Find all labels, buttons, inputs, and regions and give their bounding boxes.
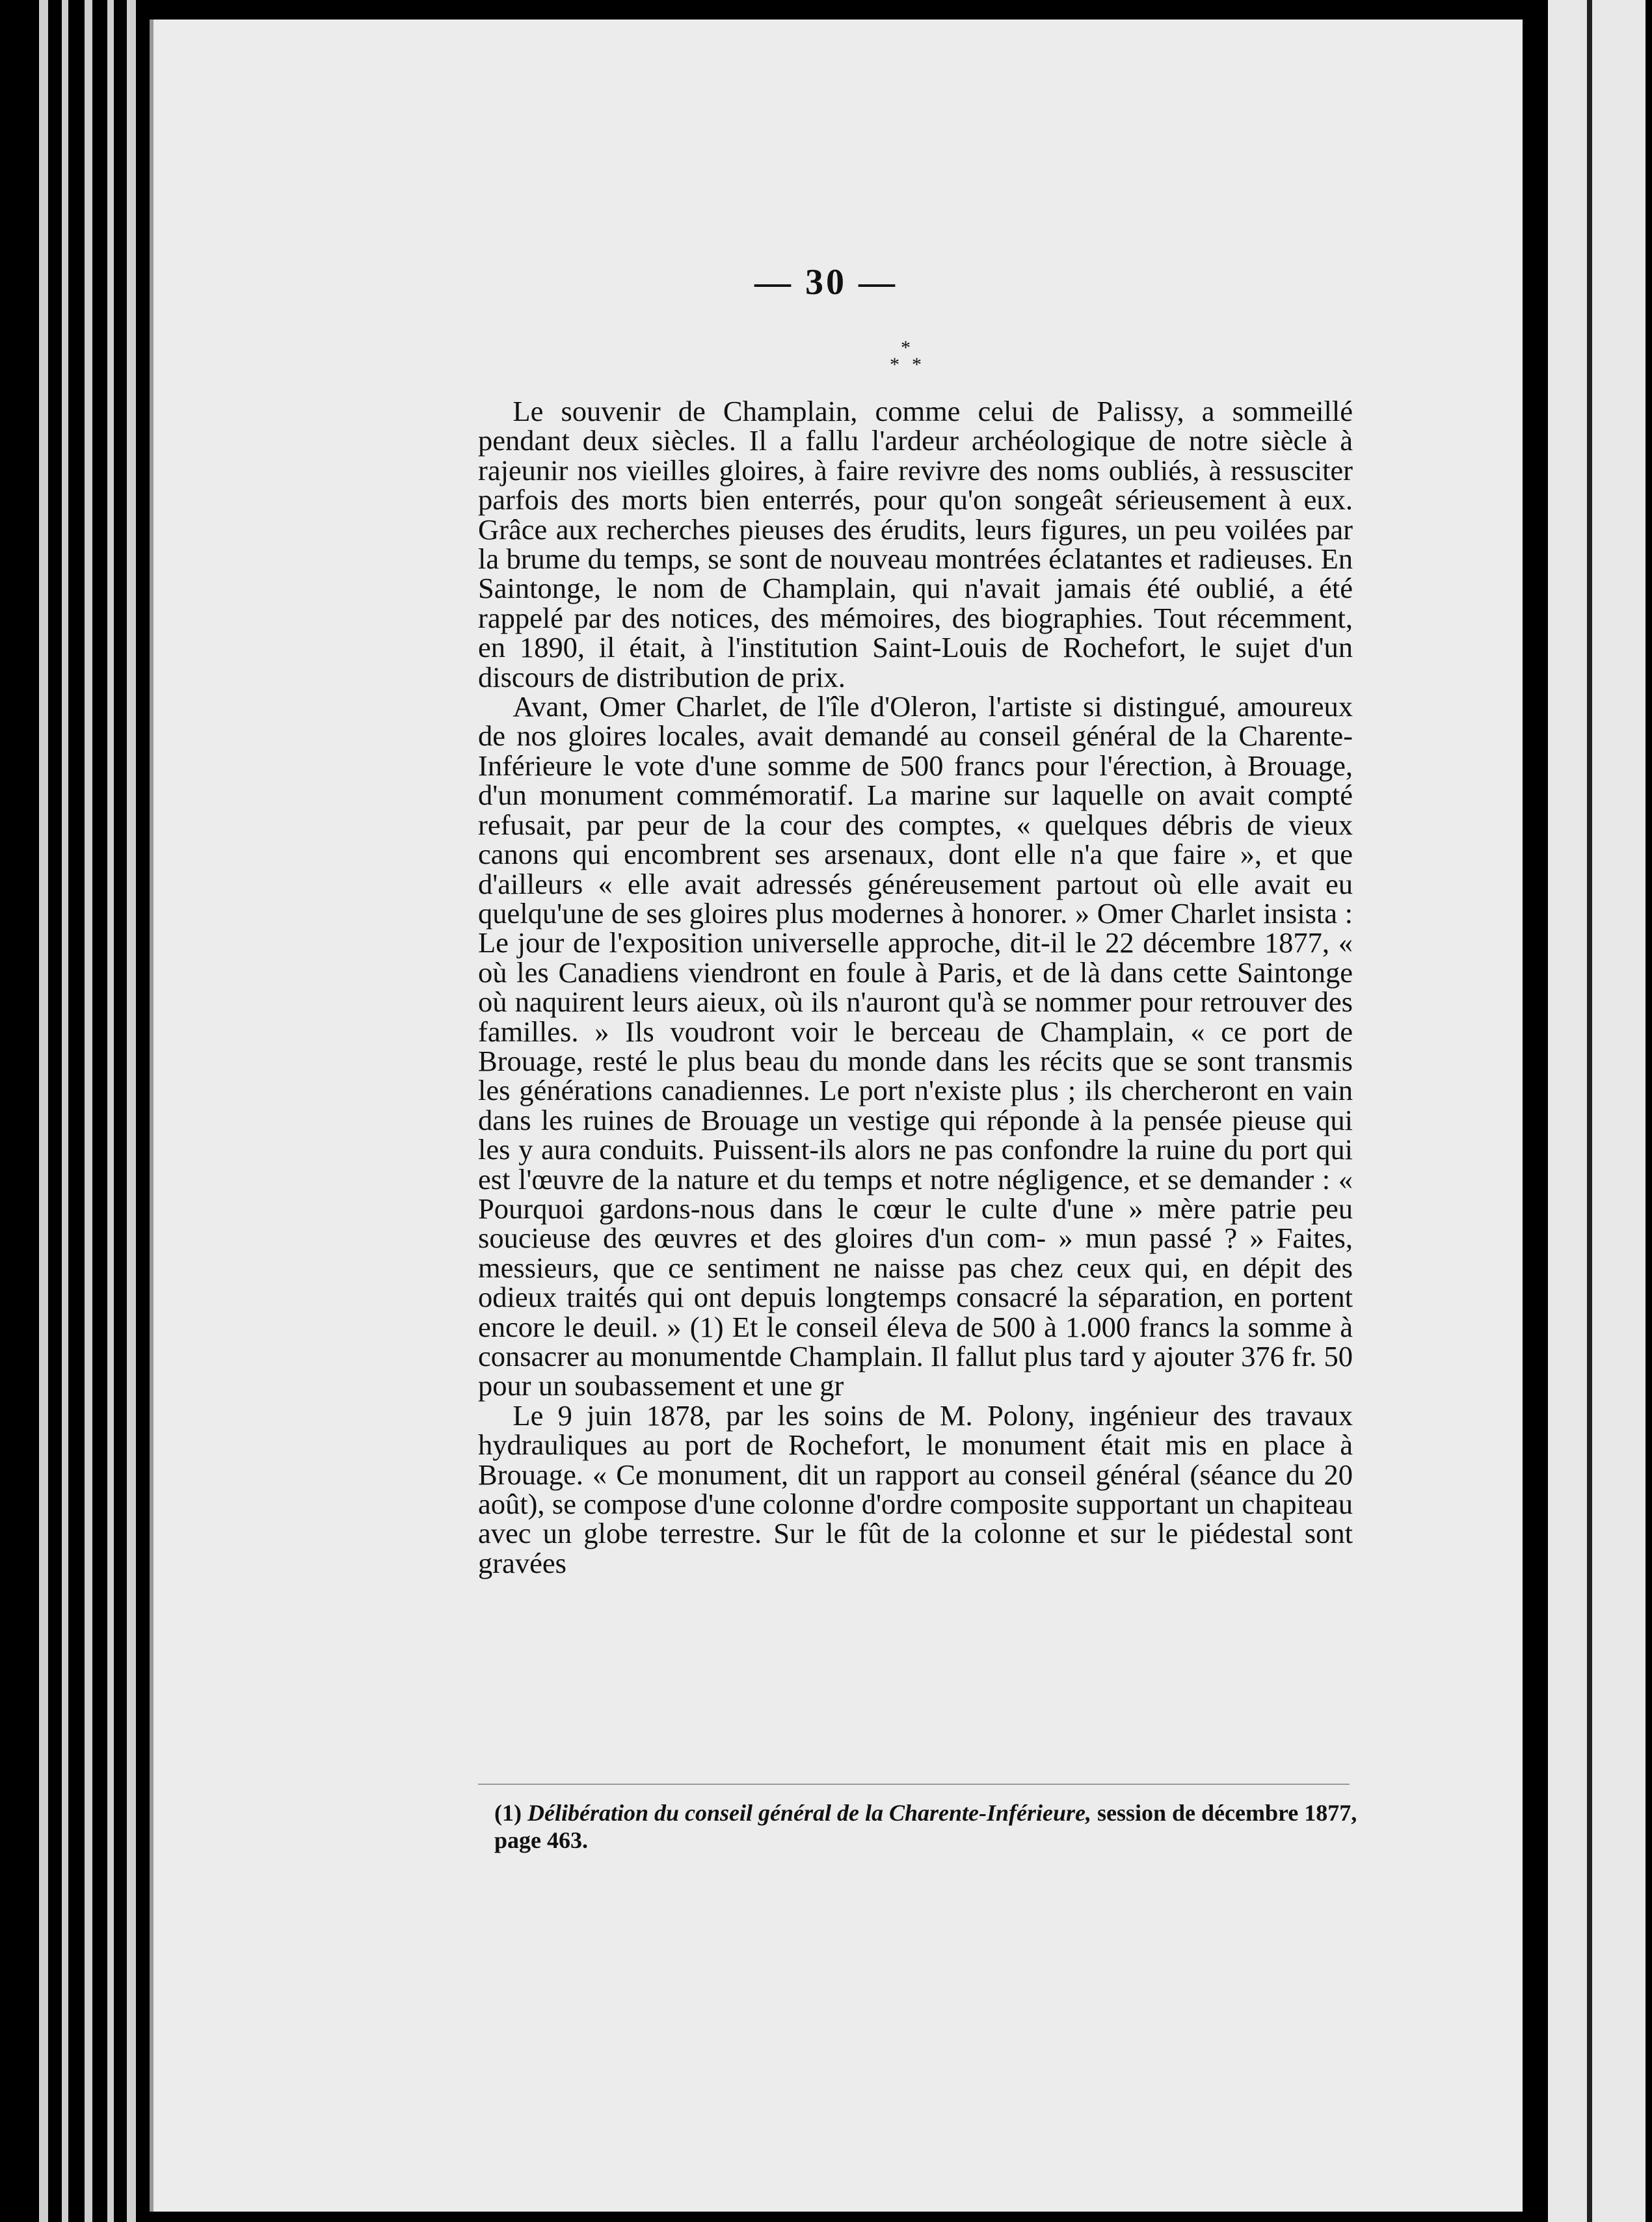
page-edge — [39, 0, 48, 2222]
paragraph-1: Le souvenir de Champlain, comme celui de Palissy, a sommeillé pendant deux siècles. Il a fallu l'ardeur archéologique de notre siècle à rajeunir nos vieilles gloires, à faire revivre des noms oubliés, à ressusciter parfois des morts bien enterrés, pour qu'on songeât sérieusement à eux. Grâce aux recherches pieuses des érudits, leurs figures, un peu voilées par la brume du temps, se sont de nouveau montrées éclatantes et radieuses. En Saintonge, le nom de Champlain, qui n'avait jamais été oublié, a été rappelé par des notices, des mémoires, des biographies. Tout récemment, en 1890, il était, à l'institution Saint-Louis de Rochefort, le sujet d'un discours de distribution de prix. — [478, 395, 1353, 693]
page-edge — [85, 0, 92, 2222]
page-number: — 30 — — [754, 262, 898, 302]
asterism-ornament: * * * — [890, 337, 922, 375]
page-edge — [107, 0, 114, 2222]
footnote-rest: session de décembre 1877, page 463. — [494, 1800, 1357, 1853]
footnote-marker: (1) — [494, 1800, 522, 1826]
page-edge — [127, 0, 136, 2222]
footnote-title: Délibération du conseil général de la Charente-Inférieure, — [527, 1800, 1091, 1826]
facing-page-edge — [1548, 0, 1645, 2222]
paragraph-3: Le 9 juin 1878, par les soins de M. Polony, ingénieur des travaux hydrauliques au port de Rochefort, le monument était mis en place à Brouage. « Ce monument, dit un rapport au conseil général (séance du 20 août), se compose d'une colonne d'ordre composite supportant un chapiteau avec un globe terrestre. Sur le fût de la colonne et sur le piédestal sont gravées — [478, 1399, 1353, 1579]
body-text — [478, 397, 1353, 1578]
page-edge — [62, 0, 68, 2222]
footnote-divider — [478, 1784, 1350, 1785]
gutter-line — [1587, 0, 1592, 2222]
paragraph-2: Avant, Omer Charlet, de l'île d'Oleron, l'artiste si distingué, amoureux de nos gloires locales, avait demandé au conseil général de la Charente-Inférieure le vote d'une somme de 500 francs pour l'érection, à Brouage, d'un monument commémoratif. La marine sur laquelle on avait compté refusait, par peur de la cour des comptes, « quelques débris de vieux canons qui encombrent ses arsenaux, dont elle n'a que faire », et que d'ailleurs « elle avait adressés généreusement partout où elle avait eu quelqu'une de ses gloires plus modernes à honorer. » Omer Charlet insista : Le jour de l'exposition universelle approche, dit-il le 22 décembre 1877, « où les Canadiens viendront en foule à Paris, et de là dans cette Saintonge où naquirent leurs aieux, où ils n'auront qu'à se nommer pour retrouver des familles. » Ils voudront voir le berceau de Champlain, « ce port de Brouage, resté le plus beau du monde dans les récits que se sont transmis les générations canadiennes. Le port n'existe plus ; ils chercheront en vain dans les ruines de Brouage un vestige qui réponde à la pensée pieuse qui les y aura conduits. Puissent-ils alors ne pas confondre la ruine du port qui est l'œuvre de la nature et du temps et notre négligence, et se demander : « Pourquoi gardons-nous dans le cœur le culte d'une » mère patrie peu soucieuse des œuvres et des gloires d'un com- » mun passé ? » Faites, messieurs, que ce sentiment ne naisse pas chez ceux qui, en dépit des odieux traités qui ont depuis longtemps consacré la séparation, en portent encore le deuil. » (1) Et le conseil éleva de 500 à 1.000 francs la somme à consacrer au monumentde Champlain. Il fallut plus tard y ajouter 376 fr. 50 pour un soubassement et une gr — [478, 690, 1353, 1402]
footnote — [494, 1799, 1372, 1854]
